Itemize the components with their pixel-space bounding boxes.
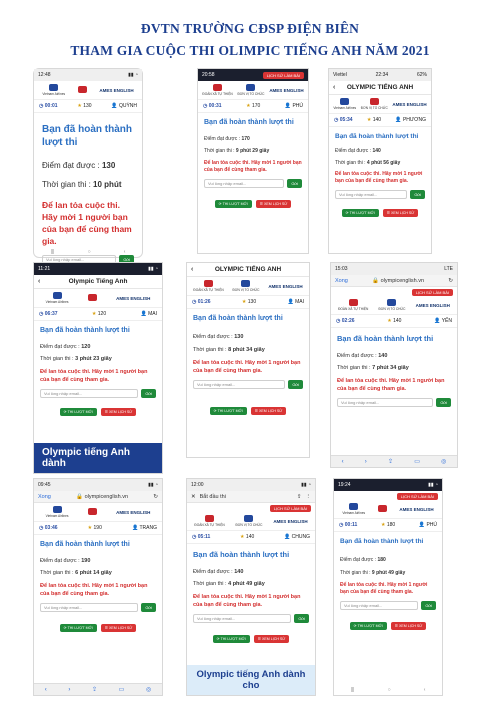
reload-icon[interactable]: ↻ xyxy=(448,277,453,284)
star-icon: ★ xyxy=(91,311,97,317)
send-button[interactable]: Gửi xyxy=(119,255,134,264)
done-text: Bạn đã hoàn thành lượt thi xyxy=(40,541,130,548)
more-icon[interactable]: ⋮ xyxy=(305,493,311,500)
stars: ★ 140 xyxy=(387,318,402,324)
logo-tochuc: ĐƠN VỊ TỔ CHỨC xyxy=(235,515,262,527)
user-icon: 👤 xyxy=(111,103,118,109)
logo-vna: Vietnam Airlines xyxy=(46,506,69,518)
browser-url-bar[interactable] xyxy=(34,491,162,503)
screenshot-8 xyxy=(186,478,316,696)
share-text: Để lan tỏa cuộc thi. Hãy mời 1 người bạn của bạn để cùng tham gia. xyxy=(204,160,302,173)
tab-bar[interactable] xyxy=(187,491,315,503)
back-icon[interactable]: ‹ xyxy=(333,84,336,91)
android-nav xyxy=(34,247,142,257)
timer: ◷ 02:26 xyxy=(336,318,355,324)
logo-doan: ĐOÀN XÃ TỰ THIỆN xyxy=(202,84,232,96)
star-icon: ★ xyxy=(246,103,251,109)
lock-icon: 🔒 xyxy=(372,277,380,284)
email-input[interactable]: Vui lòng nhập email... xyxy=(204,179,284,188)
user: 👤 PHÚ xyxy=(418,522,437,528)
timer: ◷ 00:11 xyxy=(339,522,358,528)
sponsor-logos xyxy=(187,512,315,531)
email-input[interactable]: Vui lòng nhập email... xyxy=(340,601,418,610)
header-line-2: THAM GIA CUỘC THI OLIMPIC TIẾNG ANH NĂM 2021 xyxy=(70,43,430,58)
email-input[interactable]: Vui lòng nhập email... xyxy=(42,255,116,264)
ames-logo: AMES ENGLISH xyxy=(269,87,304,93)
star-icon: ★ xyxy=(240,534,245,540)
timer: ◷ 05:34 xyxy=(334,117,353,123)
user: 👤 PHƯƠNG xyxy=(395,117,426,123)
timer: ◷ 05:11 xyxy=(192,534,211,540)
url-text: 🔒 olympicenglish.vn xyxy=(372,277,425,284)
user-icon: 👤 xyxy=(284,534,291,540)
logo-tochuc: ĐƠN VỊ TỔ CHỨC xyxy=(237,84,264,96)
score-line: Điểm đạt được : 170 xyxy=(204,136,250,142)
logo-doan: ĐOÀN XÃ TỰ THIỆN xyxy=(193,280,223,292)
logo-doan xyxy=(88,508,97,516)
menu-icon[interactable]: ||| xyxy=(350,687,355,693)
email-input[interactable]: Vui lòng nhập email... xyxy=(193,614,291,623)
send-button[interactable]: Gửi xyxy=(287,179,302,188)
retry-button[interactable]: ⟳ THI LƯỢT MỚI xyxy=(342,209,379,217)
logo-doan xyxy=(378,505,387,513)
logo-doan xyxy=(88,294,97,302)
history-button[interactable]: ☰ XEM LỊCH SỬ xyxy=(391,622,427,630)
promo-banner: Olympic tiếng Anh dành xyxy=(34,443,162,473)
star-icon: ★ xyxy=(241,299,247,305)
history-button[interactable]: ☰ XEM LỊCH SỬ xyxy=(254,635,290,643)
back-icon[interactable]: ‹ xyxy=(44,686,47,693)
bookmarks-icon[interactable]: ▭ xyxy=(414,459,420,465)
forward-icon[interactable]: › xyxy=(68,686,71,693)
retry-button[interactable]: ⟳ THI LƯỢT MỚI xyxy=(350,622,387,630)
retry-button[interactable]: ⟳ THI LƯỢT MỚI xyxy=(210,407,247,415)
score-line: Điểm đạt được : 140 xyxy=(337,353,388,359)
history-button[interactable]: ☰ XEM LỊCH SỬ xyxy=(101,408,137,416)
star-icon: ★ xyxy=(387,318,392,324)
share-text: Để lan tỏa cuộc thi. Hãy mời 1 người bạn của bạn để cùng tham gia. xyxy=(40,583,148,597)
forward-icon[interactable]: › xyxy=(364,458,367,465)
time-line: Thời gian thi : 10 phút xyxy=(42,180,122,189)
user: 👤 MAI xyxy=(140,311,157,317)
history-link[interactable]: LỊCH SỬ LÀM BÀI xyxy=(263,72,304,79)
logo-doan xyxy=(78,86,87,94)
email-input[interactable]: Vui lòng nhập email... xyxy=(335,190,407,199)
user-icon: 👤 xyxy=(284,103,292,109)
app-title-bar: ‹ OLYMPIC TIẾNG ANH xyxy=(187,263,309,277)
back-icon[interactable]: ‹ xyxy=(341,458,344,465)
history-button[interactable]: ☰ XEM LỊCH SỬ xyxy=(383,209,419,217)
time-line: Thời gian thi : 4 phút 56 giây xyxy=(335,160,401,166)
star-icon: ★ xyxy=(77,103,82,109)
bookmarks-icon[interactable]: ▭ xyxy=(118,687,125,693)
sponsor-logos xyxy=(34,81,142,100)
share-icon[interactable]: ⇪ xyxy=(296,493,302,500)
send-button[interactable]: Gửi xyxy=(141,389,156,398)
share-icon[interactable]: ⇪ xyxy=(388,459,394,465)
ames-logo: AMES ENGLISH xyxy=(116,509,151,515)
home-icon[interactable]: ○ xyxy=(87,249,91,255)
sponsor-logos xyxy=(334,500,442,519)
logo-vna: Vietnam Airlines xyxy=(42,84,65,96)
done-text: Bạn đã hoàn thành lượt thi xyxy=(40,327,130,334)
done-text: Bạn đã hoàn thành lượt thi xyxy=(204,119,294,126)
android-nav xyxy=(334,685,442,695)
browser-url-bar[interactable] xyxy=(331,275,457,287)
history-link[interactable]: LỊCH SỬ LÀM BÀI xyxy=(270,505,311,512)
status-bar: 20:58 LỊCH SỬ LÀM BÀI xyxy=(198,69,308,81)
done-text: Bạn đã hoàn thành lượt thi xyxy=(193,315,283,322)
screenshot-1 xyxy=(33,68,143,262)
send-button[interactable]: Gửi xyxy=(421,601,436,610)
reload-icon[interactable]: ↻ xyxy=(153,493,158,500)
timer: ◷ 00:01 xyxy=(39,103,58,109)
done-text: Bạn đã hoàn thành lượt thi xyxy=(42,124,132,148)
stats-row xyxy=(34,100,142,113)
logo-tochuc: ĐƠN VỊ TỔ CHỨC xyxy=(361,98,388,110)
send-button[interactable]: Gửi xyxy=(294,614,309,623)
email-input[interactable]: Vui lòng nhập email... xyxy=(193,380,285,389)
stats-row xyxy=(187,531,315,544)
send-button[interactable]: Gửi xyxy=(436,398,451,407)
stars: ★ 190 xyxy=(87,525,102,531)
logo-tochuc: ĐƠN VỊ TỔ CHỨC xyxy=(232,280,259,292)
ames-logo: AMES ENGLISH xyxy=(99,87,134,93)
user-icon: 👤 xyxy=(131,525,139,531)
status-bar: Viettel 22:34 62% xyxy=(329,69,431,81)
send-button[interactable]: Gửi xyxy=(410,190,425,199)
user-icon: 👤 xyxy=(395,117,402,123)
send-button[interactable]: Gửi xyxy=(288,380,303,389)
share-text: Để lan tỏa cuộc thi. Hãy mời 1 người bạn của bạn để cùng tham gia. xyxy=(193,360,301,374)
stats-row xyxy=(334,519,442,532)
history-link[interactable]: LỊCH SỬ LÀM BÀI xyxy=(412,289,453,296)
logo-vna: Vietnam Airlines xyxy=(342,503,365,515)
user: 👤 TRANG xyxy=(131,525,157,531)
stats-row xyxy=(187,296,309,309)
header-line-1: ĐVTN TRƯỜNG CĐSP ĐIỆN BIÊN xyxy=(140,21,360,36)
sponsor-logos xyxy=(34,503,162,522)
share-text: Để lan tỏa cuộc thi. Hãy mời 1 người bạn của bạn để cùng tham gia. xyxy=(40,369,148,383)
status-bar: 09:45 ▮▮ ◔ xyxy=(34,479,162,491)
ames-logo: AMES ENGLISH xyxy=(399,506,434,512)
close-icon[interactable]: ✕ xyxy=(191,493,196,500)
tab-title: Bắt đầu thi xyxy=(199,493,226,500)
ames-logo: AMES ENGLISH xyxy=(116,295,151,301)
done-text: Bạn đã hoàn thành lượt thi xyxy=(335,133,419,140)
logo-doan: ĐOÀN XÃ TỰ THIỆN xyxy=(194,515,224,527)
screenshot-7 xyxy=(33,478,163,696)
browser-toolbar xyxy=(331,455,457,467)
done-button[interactable]: Xong xyxy=(335,277,348,284)
screenshot-6 xyxy=(330,262,458,468)
sponsor-logos xyxy=(187,277,309,296)
star-icon: ★ xyxy=(380,522,386,528)
history-button[interactable]: ☰ XEM LỊCH SỬ xyxy=(101,624,137,632)
history-link[interactable]: LỊCH SỬ LÀM BÀI xyxy=(397,493,438,500)
back-icon[interactable]: ‹ xyxy=(123,249,126,255)
star-icon: ★ xyxy=(87,525,93,531)
done-text: Bạn đã hoàn thành lượt thi xyxy=(340,538,424,545)
time-line: Thời gian thi : 9 phút 49 giây xyxy=(340,570,406,576)
back-icon[interactable]: ‹ xyxy=(423,687,426,693)
status-bar: 12:00 ▮▮ ◔ xyxy=(187,479,315,491)
logo-tochuc: ĐƠN VỊ TỔ CHỨC xyxy=(378,299,405,311)
user-icon: 👤 xyxy=(418,522,426,528)
timer: ◷ 03:46 xyxy=(39,525,58,531)
done-button[interactable]: Xong xyxy=(38,493,51,500)
score-line: Điểm đạt được : 130 xyxy=(193,334,244,340)
stars: ★ 120 xyxy=(91,311,107,317)
timer: ◷ 06:37 xyxy=(39,311,58,317)
status-bar: 11:21 ▮▮ ◔ xyxy=(34,263,162,275)
user: 👤 YẾN xyxy=(434,318,452,324)
menu-icon[interactable]: ||| xyxy=(50,249,55,255)
stats-row xyxy=(329,114,431,127)
status-bar: 12:48 ▮▮ ◔ xyxy=(34,69,142,81)
app-title-bar: ‹ OLYMPIC TIẾNG ANH xyxy=(329,81,431,95)
score-line: Điểm đạt được : 120 xyxy=(40,344,91,350)
user-icon: 👤 xyxy=(140,311,147,317)
screenshot-4 xyxy=(33,262,163,474)
score-line: Điểm đạt được : 180 xyxy=(340,557,386,563)
time-line: Thời gian thi : 3 phút 23 giây xyxy=(40,356,112,362)
timer: ◷ 01:26 xyxy=(192,299,211,305)
time-line: Thời gian thi : 9 phút 29 giây xyxy=(204,148,270,154)
share-text: Để lan tỏa cuộc thi. Hãy mời 1 người bạn của bạn để cùng tham gia. xyxy=(335,171,423,184)
time-line: Thời gian thi : 7 phút 34 giây xyxy=(337,365,409,371)
stars: ★ 130 xyxy=(77,103,92,109)
share-text: Để lan tỏa cuộc thi. Hãy mời 1 người bạn của bạn để cùng tham gia. xyxy=(193,594,301,608)
logo-vna: Vietnam Airlines xyxy=(333,98,356,110)
time-line: Thời gian thi : 4 phút 49 giây xyxy=(193,581,265,587)
sponsor-logos xyxy=(331,296,457,315)
screenshot-5 xyxy=(186,262,310,458)
stats-row xyxy=(34,522,162,535)
time-line: Thời gian thi : 8 phút 34 giây xyxy=(193,347,265,353)
done-text: Bạn đã hoàn thành lượt thi xyxy=(337,334,434,343)
page-header xyxy=(0,20,500,60)
ames-logo: AMES ENGLISH xyxy=(273,518,308,524)
user: 👤 MAI xyxy=(287,299,304,305)
sponsor-logos xyxy=(34,289,162,308)
user-icon: 👤 xyxy=(287,299,294,305)
retry-button[interactable]: ⟳ THI LƯỢT MỚI xyxy=(213,635,250,643)
lock-icon: 🔒 xyxy=(76,493,84,500)
compass-icon[interactable]: ◎ xyxy=(145,687,152,693)
screenshot-2 xyxy=(197,68,309,254)
timer: ◷ 00:31 xyxy=(203,103,222,109)
share-icon[interactable]: ⇪ xyxy=(92,687,98,693)
time-line: Thời gian thi : 6 phút 14 giây xyxy=(40,570,112,576)
share-text: Để lan tỏa cuộc thi. Hãy mời 1 người bạn của bạn để cùng tham gia. xyxy=(340,582,428,595)
user-icon: 👤 xyxy=(434,318,441,324)
history-button[interactable]: ☰ XEM LỊCH SỬ xyxy=(251,407,287,415)
retry-button[interactable]: ⟳ THI LƯỢT MỚI xyxy=(60,624,97,632)
done-text: Bạn đã hoàn thành lượt thi xyxy=(193,550,290,559)
send-button[interactable]: Gửi xyxy=(141,603,156,612)
ames-logo: AMES ENGLISH xyxy=(392,101,427,107)
ames-logo: AMES ENGLISH xyxy=(415,302,450,308)
stars: ★ 140 xyxy=(240,534,255,540)
url-text: 🔒 olympicenglish.vn xyxy=(76,493,129,500)
stars: ★ 130 xyxy=(241,299,257,305)
compass-icon[interactable]: ◎ xyxy=(441,459,447,465)
user: 👤 PHÚ xyxy=(284,103,303,109)
email-input[interactable]: Vui lòng nhập email... xyxy=(40,389,138,398)
share-text: Để lan tỏa cuộc thi. Hãy mời 1 người bạn của bạn để cùng tham gia. xyxy=(337,378,445,392)
score-line: Điểm đạt được : 140 xyxy=(335,148,381,154)
stars: ★ 170 xyxy=(246,103,261,109)
user: 👤 CHUNG xyxy=(284,534,310,540)
promo-banner: Olympic tiếng Anh dành cho xyxy=(187,665,315,695)
score-line: Điểm đạt được : 140 xyxy=(193,569,244,575)
browser-toolbar xyxy=(34,683,162,695)
stars: ★ 180 xyxy=(380,522,396,528)
logo-vna: Vietnam Airlines xyxy=(46,292,69,304)
back-icon[interactable]: ‹ xyxy=(191,266,194,273)
email-input[interactable]: Vui lòng nhập email... xyxy=(337,398,433,407)
ames-logo: AMES ENGLISH xyxy=(268,283,303,289)
status-bar: 15:03 LTE xyxy=(331,263,457,275)
logo-doan: ĐOÀN XÃ TỰ THIỆN xyxy=(338,299,368,311)
stats-row xyxy=(198,100,308,113)
user: 👤 QUỲNH xyxy=(111,103,137,109)
email-input[interactable]: Vui lòng nhập email... xyxy=(40,603,138,612)
stars: ★ 140 xyxy=(366,117,382,123)
status-bar: 19:24 ▮▮ ◔ xyxy=(334,479,442,491)
retry-button[interactable]: ⟳ THI LƯỢT MỚI xyxy=(215,200,252,208)
app-title-bar: ‹ Olympic Tiếng Anh xyxy=(34,275,162,289)
screenshot-9 xyxy=(333,478,443,696)
stats-row xyxy=(34,308,162,321)
history-button[interactable]: ☰ XEM LỊCH SỬ xyxy=(256,200,292,208)
share-text: Để lan tỏa cuộc thi. Hãy mời 1 người bạn của bạn để cùng tham gia. xyxy=(42,200,132,246)
retry-button[interactable]: ⟳ THI LƯỢT MỚI xyxy=(60,408,97,416)
score-line: Điểm đạt được : 190 xyxy=(40,558,91,564)
star-icon: ★ xyxy=(366,117,372,123)
screenshot-3 xyxy=(328,68,432,254)
sponsor-logos xyxy=(198,81,308,100)
score-line: Điểm đạt được : 130 xyxy=(42,161,116,170)
back-icon[interactable]: ‹ xyxy=(38,278,41,285)
stats-row xyxy=(331,315,457,328)
sponsor-logos xyxy=(329,95,431,114)
home-icon[interactable]: ○ xyxy=(387,687,391,693)
